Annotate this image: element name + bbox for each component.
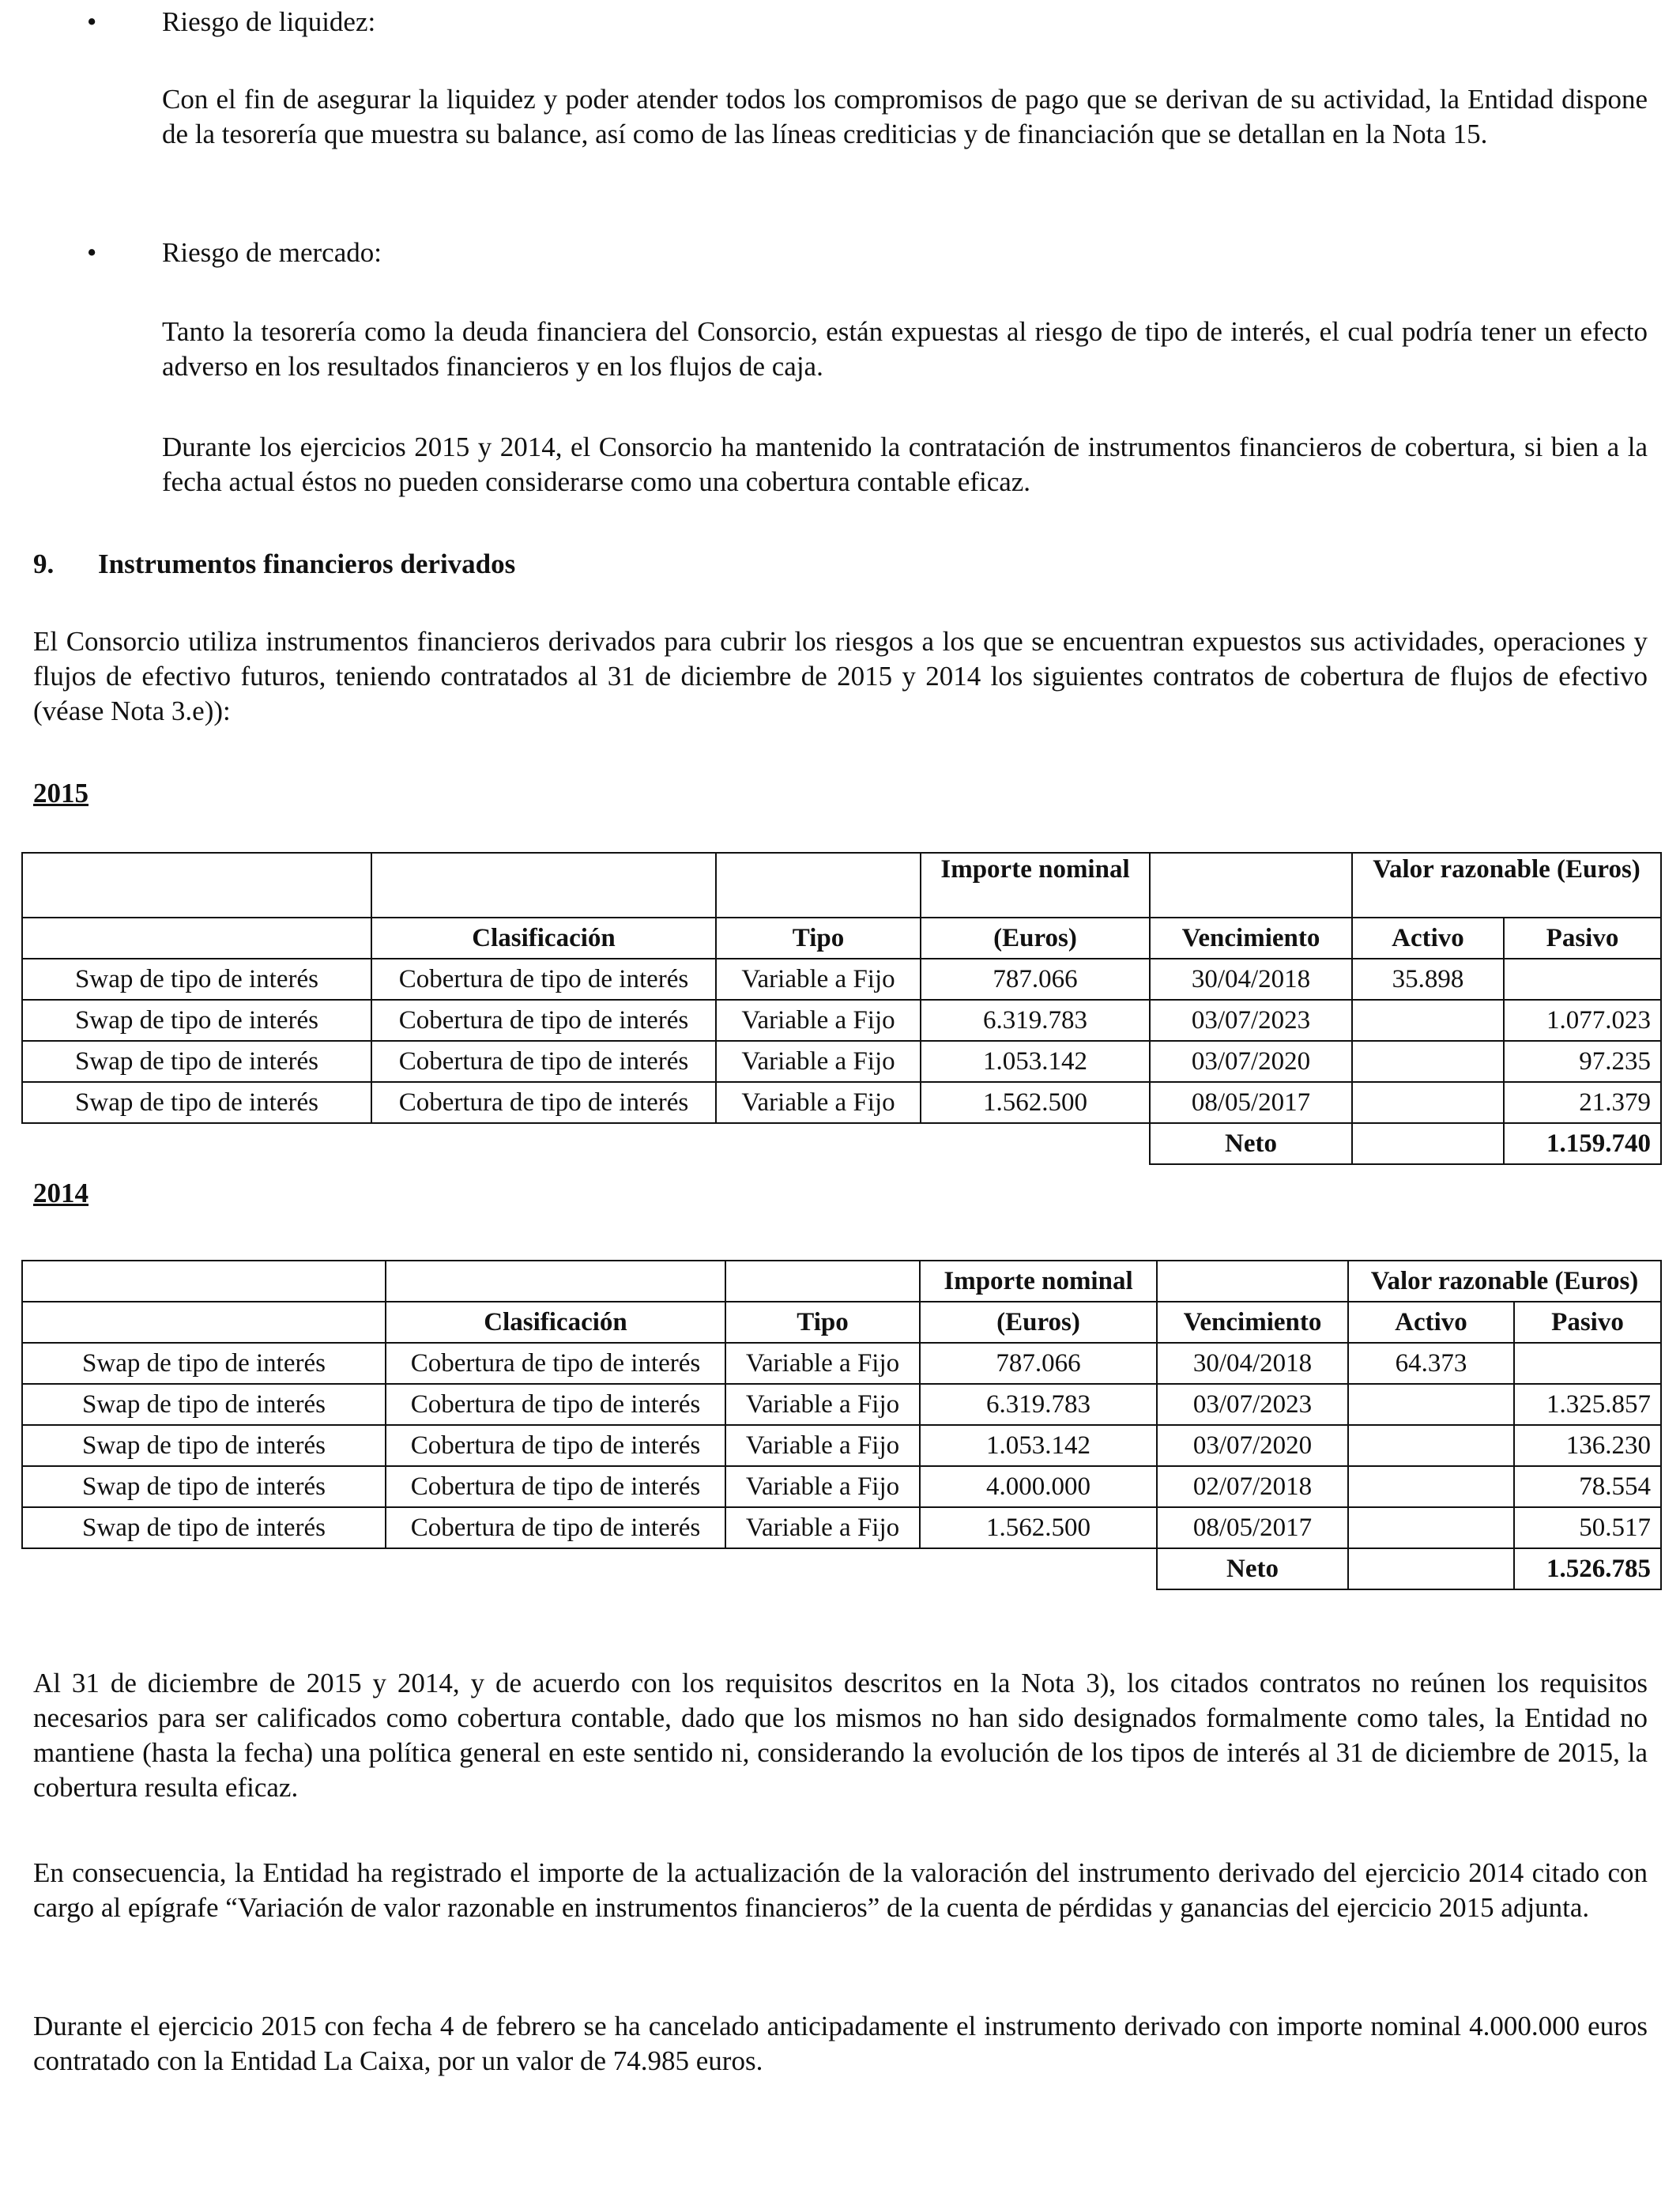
cell-nominal: 6.319.783 bbox=[921, 1000, 1150, 1041]
market-text-1: Tanto la tesorería como la deuda financiera del Consorcio, están expuestas al riesgo de tipo de interés, el cual podría tener un efecto adverso en los resultados financieros y en los flujos de caja. bbox=[162, 316, 1648, 382]
closing-paragraph-3: Durante el ejercicio 2015 con fecha 4 de febrero se ha cancelado anticipadamente el instrumento derivado con importe nominal 4.000.000 euros contratado con la Entidad La Caixa, por un valor de 74.985 euros. bbox=[33, 2011, 1648, 2076]
cell-vencimiento: 08/05/2017 bbox=[1157, 1507, 1348, 1548]
cell-activo bbox=[1348, 1425, 1514, 1466]
cell-vencimiento: 08/05/2017 bbox=[1150, 1082, 1352, 1123]
table-header-row bbox=[22, 1302, 1661, 1343]
table-header-row bbox=[22, 1261, 1661, 1302]
header-vencimiento: Vencimiento bbox=[1157, 1302, 1348, 1343]
neto-label: Neto bbox=[1150, 1123, 1352, 1164]
bullet-icon: • bbox=[87, 6, 97, 37]
cell-instrument: Swap de tipo de interés bbox=[22, 1082, 371, 1123]
cell-vencimiento: 03/07/2023 bbox=[1150, 1000, 1352, 1041]
header-valor-razonable: Valor razonable (Euros) bbox=[1352, 853, 1661, 918]
cell-pasivo bbox=[1504, 959, 1661, 1000]
cell-activo bbox=[1348, 1466, 1514, 1507]
cell-tipo: Variable a Fijo bbox=[725, 1384, 920, 1425]
bullet-icon: • bbox=[87, 237, 97, 268]
year-2015-label: 2015 bbox=[33, 778, 89, 809]
table-row bbox=[22, 1507, 1661, 1548]
cell-pasivo: 21.379 bbox=[1504, 1082, 1661, 1123]
cell-nominal: 1.562.500 bbox=[920, 1507, 1157, 1548]
bullet-market bbox=[87, 236, 382, 270]
table-row bbox=[22, 1466, 1661, 1507]
cell-instrument: Swap de tipo de interés bbox=[22, 1384, 386, 1425]
cell-pasivo: 78.554 bbox=[1514, 1466, 1661, 1507]
cell-pasivo: 136.230 bbox=[1514, 1425, 1661, 1466]
cell-instrument: Swap de tipo de interés bbox=[22, 1507, 386, 1548]
cell-pasivo: 1.077.023 bbox=[1504, 1000, 1661, 1041]
cell-nominal: 1.562.500 bbox=[921, 1082, 1150, 1123]
table-2015 bbox=[21, 852, 1662, 1165]
cell-nominal: 1.053.142 bbox=[920, 1425, 1157, 1466]
table-row bbox=[22, 1343, 1661, 1384]
cell-activo bbox=[1352, 1082, 1504, 1123]
table-row bbox=[22, 959, 1661, 1000]
liquidity-title: Riesgo de liquidez: bbox=[162, 6, 376, 37]
cell-tipo: Variable a Fijo bbox=[716, 1041, 921, 1082]
cell-pasivo bbox=[1514, 1343, 1661, 1384]
cell-instrument: Swap de tipo de interés bbox=[22, 1000, 371, 1041]
table-row bbox=[22, 1000, 1661, 1041]
cell-vencimiento: 30/04/2018 bbox=[1157, 1343, 1348, 1384]
cell-nominal: 787.066 bbox=[921, 959, 1150, 1000]
cell-nominal: 6.319.783 bbox=[920, 1384, 1157, 1425]
cell-activo bbox=[1348, 1507, 1514, 1548]
cell-clasificacion: Cobertura de tipo de interés bbox=[386, 1384, 725, 1425]
cell-tipo: Variable a Fijo bbox=[716, 1082, 921, 1123]
cell-vencimiento: 03/07/2020 bbox=[1157, 1425, 1348, 1466]
header-importe-nominal: Importe nominal bbox=[921, 853, 1150, 918]
cell-instrument: Swap de tipo de interés bbox=[22, 1041, 371, 1082]
cell-nominal: 787.066 bbox=[920, 1343, 1157, 1384]
header-euros: (Euros) bbox=[920, 1302, 1157, 1343]
cell-instrument: Swap de tipo de interés bbox=[22, 1425, 386, 1466]
section-intro: El Consorcio utiliza instrumentos financieros derivados para cubrir los riesgos a los que se encuentran expuestos sus actividades, operaciones y flujos de efectivo futuros, teniendo contratados al 31 de diciembre de 2015 y 2014 los siguientes contratos de cobertura de flujos de efectivo (véase Nota 3.e)): bbox=[33, 626, 1648, 726]
header-importe-nominal: Importe nominal bbox=[920, 1261, 1157, 1302]
table-2014 bbox=[21, 1260, 1662, 1590]
section-title: Instrumentos financieros derivados bbox=[98, 548, 516, 579]
header-tipo: Tipo bbox=[716, 918, 921, 959]
cell-tipo: Variable a Fijo bbox=[725, 1343, 920, 1384]
header-vencimiento: Vencimiento bbox=[1150, 918, 1352, 959]
cell-activo bbox=[1352, 1041, 1504, 1082]
cell-clasificacion: Cobertura de tipo de interés bbox=[386, 1425, 725, 1466]
header-euros: (Euros) bbox=[921, 918, 1150, 959]
year-2014-label: 2014 bbox=[33, 1178, 89, 1208]
cell-pasivo: 1.325.857 bbox=[1514, 1384, 1661, 1425]
header-activo: Activo bbox=[1348, 1302, 1514, 1343]
cell-instrument: Swap de tipo de interés bbox=[22, 959, 371, 1000]
cell-activo: 64.373 bbox=[1348, 1343, 1514, 1384]
table-header-row bbox=[22, 853, 1661, 918]
neto-value: 1.159.740 bbox=[1504, 1123, 1661, 1164]
table-row bbox=[22, 1384, 1661, 1425]
neto-value: 1.526.785 bbox=[1514, 1548, 1661, 1589]
cell-activo bbox=[1352, 1000, 1504, 1041]
cell-clasificacion: Cobertura de tipo de interés bbox=[386, 1466, 725, 1507]
cell-clasificacion: Cobertura de tipo de interés bbox=[386, 1507, 725, 1548]
market-text-2: Durante los ejercicios 2015 y 2014, el Consorcio ha mantenido la contratación de instrumentos financieros de cobertura, si bien a la fecha actual éstos no pueden considerarse como una cobertura contable eficaz. bbox=[162, 432, 1648, 497]
cell-instrument: Swap de tipo de interés bbox=[22, 1466, 386, 1507]
cell-pasivo: 50.517 bbox=[1514, 1507, 1661, 1548]
header-tipo: Tipo bbox=[725, 1302, 920, 1343]
cell-vencimiento: 02/07/2018 bbox=[1157, 1466, 1348, 1507]
cell-activo: 35.898 bbox=[1352, 959, 1504, 1000]
header-pasivo: Pasivo bbox=[1514, 1302, 1661, 1343]
cell-pasivo: 97.235 bbox=[1504, 1041, 1661, 1082]
closing-paragraph-1: Al 31 de diciembre de 2015 y 2014, y de acuerdo con los requisitos descritos en la Nota 3), los citados contratos no reúnen los requisitos necesarios para ser calificados como cobertura contable, dado que los mismos no han sido designados formalmente como tales, la Entidad no mantiene (hasta la fecha) una política general en este sentido ni, considerando la evolución de los tipos de interés al 31 de diciembre de 2015, la cobertura resulta eficaz. bbox=[33, 1668, 1648, 1803]
table-neto-row bbox=[22, 1548, 1661, 1589]
cell-instrument: Swap de tipo de interés bbox=[22, 1343, 386, 1384]
cell-tipo: Variable a Fijo bbox=[716, 959, 921, 1000]
cell-clasificacion: Cobertura de tipo de interés bbox=[371, 1041, 716, 1082]
header-pasivo: Pasivo bbox=[1504, 918, 1661, 959]
header-clasificacion: Clasificación bbox=[371, 918, 716, 959]
cell-tipo: Variable a Fijo bbox=[725, 1466, 920, 1507]
cell-nominal: 1.053.142 bbox=[921, 1041, 1150, 1082]
cell-clasificacion: Cobertura de tipo de interés bbox=[371, 959, 716, 1000]
table-row bbox=[22, 1082, 1661, 1123]
cell-nominal: 4.000.000 bbox=[920, 1466, 1157, 1507]
cell-clasificacion: Cobertura de tipo de interés bbox=[371, 1082, 716, 1123]
bullet-liquidity bbox=[87, 5, 376, 40]
table-row bbox=[22, 1041, 1661, 1082]
cell-vencimiento: 03/07/2020 bbox=[1150, 1041, 1352, 1082]
cell-tipo: Variable a Fijo bbox=[716, 1000, 921, 1041]
header-valor-razonable: Valor razonable (Euros) bbox=[1348, 1261, 1661, 1302]
cell-clasificacion: Cobertura de tipo de interés bbox=[371, 1000, 716, 1041]
section-heading bbox=[33, 547, 515, 582]
closing-paragraph-2: En consecuencia, la Entidad ha registrado el importe de la actualización de la valoración del instrumento derivado del ejercicio 2014 citado con cargo al epígrafe “Variación de valor razonable en instrumentos financieros” de la cuenta de pérdidas y ganancias del ejercicio 2015 adjunta. bbox=[33, 1857, 1648, 1923]
table-header-row bbox=[22, 918, 1661, 959]
header-activo: Activo bbox=[1352, 918, 1504, 959]
header-clasificacion: Clasificación bbox=[386, 1302, 725, 1343]
cell-activo bbox=[1348, 1384, 1514, 1425]
table-row bbox=[22, 1425, 1661, 1466]
cell-vencimiento: 03/07/2023 bbox=[1157, 1384, 1348, 1425]
table-neto-row bbox=[22, 1123, 1661, 1164]
section-number: 9. bbox=[33, 548, 55, 579]
market-title: Riesgo de mercado: bbox=[162, 237, 382, 268]
neto-label: Neto bbox=[1157, 1548, 1348, 1589]
cell-tipo: Variable a Fijo bbox=[725, 1425, 920, 1466]
cell-tipo: Variable a Fijo bbox=[725, 1507, 920, 1548]
liquidity-text: Con el fin de asegurar la liquidez y poder atender todos los compromisos de pago que se derivan de su actividad, la Entidad dispone de la tesorería que muestra su balance, así como de las líneas crediticias y de financiación que se detallan en la Nota 15. bbox=[162, 84, 1648, 149]
cell-vencimiento: 30/04/2018 bbox=[1150, 959, 1352, 1000]
cell-clasificacion: Cobertura de tipo de interés bbox=[386, 1343, 725, 1384]
